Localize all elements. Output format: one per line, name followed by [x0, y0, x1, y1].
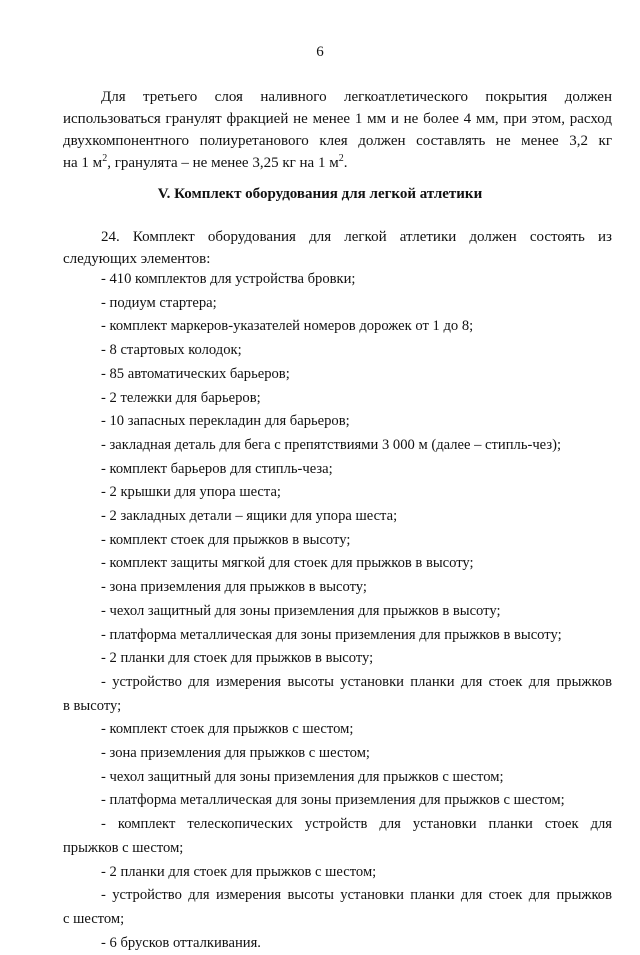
paragraph-line: следующих элементов:: [63, 251, 211, 267]
list-item: - комплект телескопических устройств для установки планки стоек для прыжков с шестом;: [63, 816, 612, 856]
list-item: - 410 комплектов для устройства бровки;: [101, 271, 356, 287]
section-heading: V. Комплект оборудования для легкой атлетики: [157, 186, 483, 202]
list-item: - 2 тележки для барьеров;: [101, 389, 261, 406]
list-item: - 10 запасных перекладин для барьеров;: [101, 413, 350, 430]
paragraph-third-layer: [63, 86, 612, 174]
list-item: - 2 крышки для упора шеста;: [101, 484, 281, 501]
equipment-list: [63, 268, 612, 955]
text-fragment: , гранулята – не менее 3,25 кг на 1 м: [107, 155, 339, 171]
list-item: - зона приземления для прыжков в высоту;: [101, 579, 367, 596]
superscript: 2: [102, 153, 108, 164]
list-item: - 2 закладных детали – ящики для упора шеста;: [101, 508, 398, 525]
page-number: 6: [316, 44, 324, 60]
list-item: - комплект стоек для прыжков в высоту;: [101, 531, 351, 548]
paragraph-line: [63, 152, 612, 174]
paragraph-line: использоваться гранулят фракцией не менее 1 мм и не более 4 мм, при этом, расход: [63, 111, 612, 127]
list-item: - закладная деталь для бега с препятствиями 3 000 м (далее – стипль-чез);: [101, 436, 562, 453]
superscript: 2: [338, 153, 344, 164]
list-item: - комплект барьеров для стипль-чеза;: [101, 460, 333, 477]
list-item: - платформа металлическая для зоны приземления для прыжков с шестом;: [101, 792, 565, 809]
list-item: - 6 брусков отталкивания.: [101, 934, 261, 951]
list-item: - 2 планки для стоек для прыжков с шестом;: [101, 863, 377, 880]
list-item: - 85 автоматических барьеров;: [101, 365, 290, 382]
paragraph-line: двухкомпонентного полиуретанового клея должен составлять не менее 3,2 кг: [63, 133, 612, 149]
list-item: - устройство для измерения высоты установки планки для стоек для прыжков в высоту;: [63, 673, 612, 714]
list-item: - 2 планки для стоек для прыжков в высоту;: [101, 650, 374, 667]
paragraph-line: 24. Комплект оборудования для легкой атлетики должен состоять из: [101, 229, 612, 245]
list-item: - комплект маркеров-указателей номеров дорожек от 1 до 8;: [101, 318, 474, 335]
list-item: - подиум стартера;: [101, 294, 217, 311]
text-fragment: на 1 м: [63, 155, 103, 171]
list-item: - зона приземления для прыжков с шестом;: [101, 745, 370, 762]
paragraph-line: Для третьего слоя наливного легкоатлетического покрытия должен: [101, 89, 612, 105]
list-item: - платформа металлическая для зоны приземления для прыжков в высоту;: [101, 626, 562, 643]
list-item: - устройство для измерения высоты установки планки для стоек для прыжков с шестом;: [63, 887, 612, 927]
paragraph-24: [63, 226, 612, 270]
text-fragment: .: [343, 155, 348, 171]
list-item: - чехол защитный для зоны приземления для прыжков с шестом;: [101, 768, 504, 785]
list-item: - 8 стартовых колодок;: [101, 342, 242, 359]
list-item: - чехол защитный для зоны приземления для прыжков в высоту;: [101, 602, 501, 619]
list-item: - комплект защиты мягкой для стоек для прыжков в высоту;: [101, 555, 474, 572]
list-item: - комплект стоек для прыжков с шестом;: [101, 721, 354, 738]
